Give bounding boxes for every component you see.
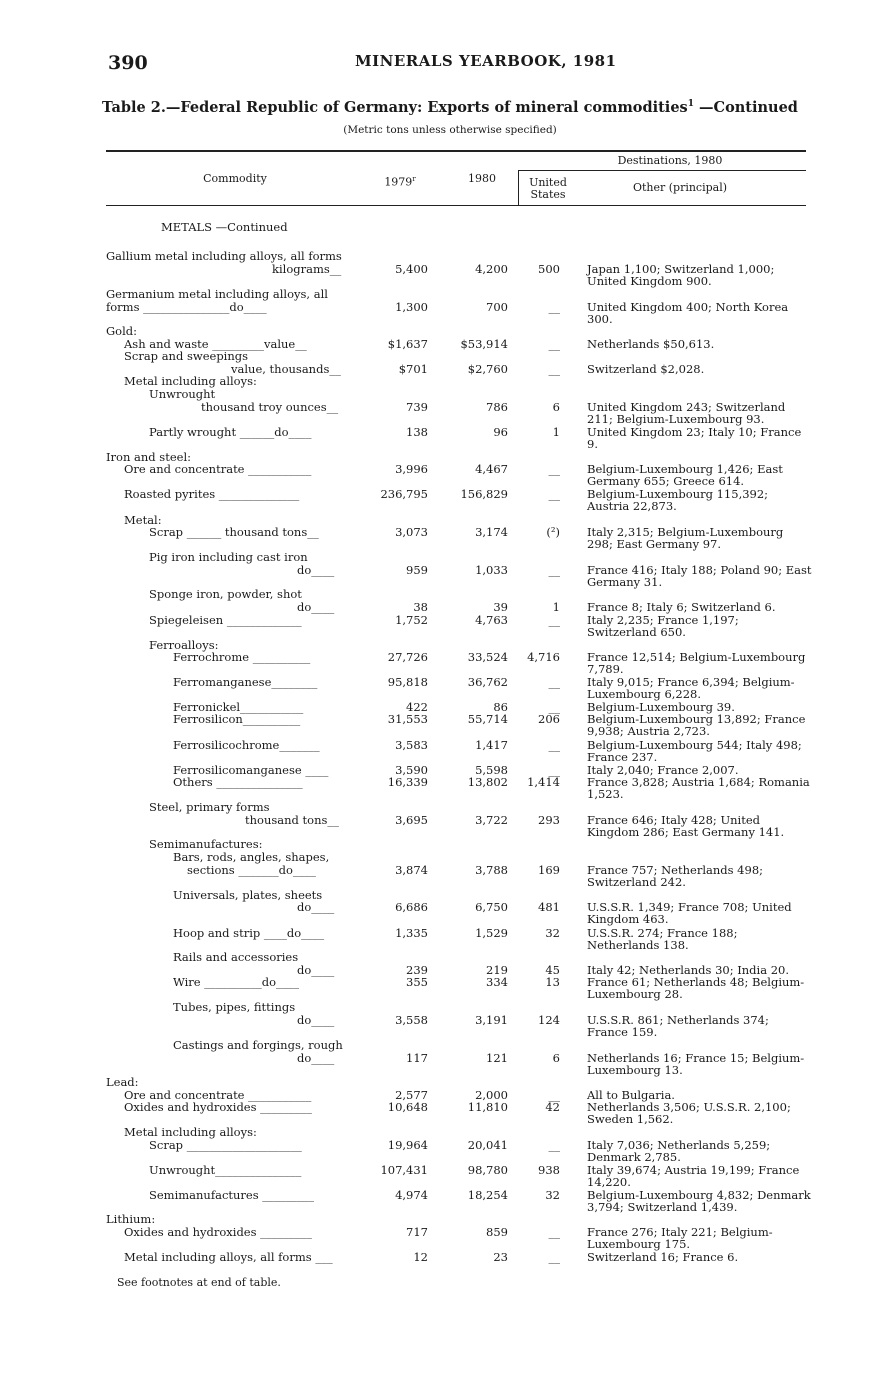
value-1979: 117 [406, 1051, 428, 1065]
value-united-states: __ [548, 1250, 560, 1264]
value-1979: 3,590 [395, 763, 428, 777]
value-united-states: __ [548, 1225, 560, 1239]
commodity-label: Lithium: [106, 1212, 156, 1226]
destinations-other: Japan 1,100; Switzerland 1,000; United Kingdom 900. [587, 262, 775, 288]
value-1979: 1,752 [395, 613, 428, 627]
destinations-other: Belgium-Luxembourg 544; Italy 498; France 237. [587, 738, 802, 764]
value-1979: 4,974 [395, 1188, 428, 1202]
commodity-label: Unwrought [149, 387, 216, 401]
destinations-other: United Kingdom 400; North Korea 300. [587, 300, 789, 326]
commodity-label: Scrap and sweepings [124, 349, 249, 363]
value-united-states: __ [548, 613, 560, 627]
commodity-label: Ferromanganese________ [173, 675, 318, 689]
value-1979: 1,335 [395, 926, 428, 940]
value-united-states: 500 [538, 262, 560, 276]
commodity-label: Spiegeleisen _____________ [149, 613, 302, 627]
destinations-other: Belgium-Luxembourg 115,392; Austria 22,873. [587, 487, 769, 513]
value-1979: 6,686 [395, 900, 428, 914]
destinations-other: France 8; Italy 6; Switzerland 6. [587, 600, 776, 614]
commodity-label: do____ [297, 900, 335, 914]
destinations-other: All to Bulgaria. [587, 1088, 675, 1102]
value-1979: 107,431 [380, 1163, 428, 1177]
value-1979: 5,400 [395, 262, 428, 276]
commodity-label: Tubes, pipes, fittings [173, 1000, 296, 1014]
value-1980: 4,467 [475, 462, 508, 476]
value-1979: 3,583 [395, 738, 428, 752]
header-1980: 1980 [468, 172, 496, 185]
value-1980: 96 [493, 425, 508, 439]
value-1979: 355 [406, 975, 428, 989]
value-1979: 959 [406, 563, 428, 577]
value-1979: 3,695 [395, 813, 428, 827]
value-united-states: 45 [545, 963, 560, 977]
commodity-label: Hoop and strip ____do____ [173, 926, 325, 940]
value-1979: 3,073 [395, 525, 428, 539]
commodity-label: Ore and concentrate ___________ [124, 1088, 312, 1102]
destinations-other: U.S.S.R. 1,349; France 708; United Kingdom 463. [587, 900, 792, 926]
value-united-states: __ [548, 1088, 560, 1102]
commodity-label: Ferrosilicon__________ [173, 712, 301, 726]
value-united-states: __ [548, 675, 560, 689]
commodity-label: Semimanufactures _________ [149, 1188, 315, 1202]
commodity-label: Wire __________do____ [173, 975, 300, 989]
value-1980: 33,524 [467, 650, 508, 664]
commodity-label: Lead: [106, 1075, 139, 1089]
commodity-label: Steel, primary forms [149, 800, 270, 814]
value-1980: 3,174 [475, 525, 508, 539]
value-1979: 236,795 [380, 487, 428, 501]
value-united-states: 124 [538, 1013, 560, 1027]
value-1979: 739 [406, 400, 428, 414]
commodity-label: sections _______do____ [187, 863, 316, 877]
value-1979: 31,553 [387, 712, 428, 726]
commodity-label: Unwrought_______________ [149, 1163, 302, 1177]
value-1980: 700 [486, 300, 508, 314]
destinations-other: Italy 2,235; France 1,197; Switzerland 650. [587, 613, 739, 639]
value-1980: 334 [486, 975, 508, 989]
value-united-states: 206 [538, 712, 560, 726]
commodity-label: Scrap ____________________ [149, 1138, 302, 1152]
commodity-label: forms _______________do____ [106, 300, 267, 314]
commodity-label: thousand troy ounces__ [201, 400, 339, 414]
header-1979-label: 1979 [384, 175, 413, 189]
value-1980: 1,417 [475, 738, 508, 752]
value-united-states: __ [548, 300, 560, 314]
value-1980: 6,750 [475, 900, 508, 914]
destinations-other: Netherlands $50,613. [587, 337, 715, 351]
destinations-other: U.S.S.R. 274; France 188; Netherlands 138. [587, 926, 738, 952]
value-united-states: 169 [538, 863, 560, 877]
section-heading: METALS —Continued [161, 220, 288, 234]
value-1979: 422 [406, 700, 428, 714]
value-united-states: 938 [538, 1163, 560, 1177]
commodity-label: Ferronickel___________ [173, 700, 304, 714]
commodity-label: Ferrochrome __________ [173, 650, 311, 664]
destinations-other: Netherlands 16; France 15; Belgium-Luxembourg 13. [587, 1051, 805, 1077]
destinations-other: France 276; Italy 221; Belgium-Luxembourg 175. [587, 1225, 773, 1251]
value-united-states: __ [548, 362, 560, 376]
commodity-label: do____ [297, 1013, 335, 1027]
value-united-states: __ [548, 738, 560, 752]
commodity-label: Roasted pyrites ______________ [124, 487, 300, 501]
table-title-footnote-mark: 1 [687, 99, 694, 110]
value-1979: 10,648 [387, 1100, 428, 1114]
commodity-label: Ore and concentrate ___________ [124, 462, 312, 476]
value-1980: 39 [493, 600, 508, 614]
value-1980: 3,722 [475, 813, 508, 827]
destinations-other: Italy 2,315; Belgium-Luxembourg 298; East Germany 97. [587, 525, 784, 551]
commodity-label: Pig iron including cast iron [149, 550, 308, 564]
value-1979: 3,558 [395, 1013, 428, 1027]
value-united-states: 32 [545, 926, 560, 940]
destinations-other: Belgium-Luxembourg 39. [587, 700, 735, 714]
commodity-label: do____ [297, 600, 335, 614]
value-united-states: __ [548, 1138, 560, 1152]
destinations-other: Italy 42; Netherlands 30; India 20. [587, 963, 790, 977]
commodity-label: Metal including alloys, all forms ___ [124, 1250, 333, 1264]
destinations-other: U.S.S.R. 861; Netherlands 374; France 159. [587, 1013, 769, 1039]
destinations-other: Italy 9,015; France 6,394; Belgium-Luxembourg 6,228. [587, 675, 795, 701]
destinations-other: United Kingdom 23; Italy 10; France 9. [587, 425, 802, 451]
value-united-states: 4,716 [527, 650, 560, 664]
value-1980: 98,780 [467, 1163, 508, 1177]
running-head: MINERALS YEARBOOK, 1981 [355, 52, 617, 70]
commodity-label: Castings and forgings, rough [173, 1038, 343, 1052]
value-1979: 3,874 [395, 863, 428, 877]
value-1979: 717 [406, 1225, 428, 1239]
header-destinations: Destinations, 1980 [617, 154, 723, 167]
value-united-states: 42 [545, 1100, 560, 1114]
destinations-other: France 646; Italy 428; United Kingdom 286; East Germany 141. [587, 813, 785, 839]
value-1979: 12 [413, 1250, 428, 1264]
commodity-label: Iron and steel: [106, 450, 191, 464]
value-1980: 3,788 [475, 863, 508, 877]
value-united-states: 6 [552, 1051, 560, 1065]
destinations-other: Belgium-Luxembourg 1,426; East Germany 655; Greece 614. [587, 462, 783, 488]
commodity-label: Semimanufactures: [149, 837, 263, 851]
commodity-label: Sponge iron, powder, shot [149, 587, 302, 601]
commodity-label: Metal: [124, 513, 162, 527]
commodity-label: Gold: [106, 324, 138, 338]
value-1980: 55,714 [467, 712, 508, 726]
commodity-label: Metal including alloys: [124, 1125, 257, 1139]
value-1979: 19,964 [387, 1138, 428, 1152]
destinations-other: Switzerland $2,028. [587, 362, 705, 376]
value-1980: 3,191 [475, 1013, 508, 1027]
value-1979: 239 [406, 963, 428, 977]
value-united-states: 1 [552, 600, 560, 614]
value-united-states: __ [548, 487, 560, 501]
value-1980: 859 [486, 1225, 508, 1239]
table-title-text: Table 2.—Federal Republic of Germany: Exports of mineral commodities [102, 99, 688, 116]
destinations-other: France 757; Netherlands 498; Switzerland 242. [587, 863, 764, 889]
value-united-states: 13 [545, 975, 560, 989]
commodity-label: Oxides and hydroxides _________ [124, 1100, 312, 1114]
value-1979: 95,818 [387, 675, 428, 689]
commodity-label: Universals, plates, sheets [173, 888, 323, 902]
destinations-other: Italy 7,036; Netherlands 5,259; Denmark 2,785. [587, 1138, 771, 1164]
value-1980: 4,763 [475, 613, 508, 627]
commodity-label: Ferrosilicochrome_______ [173, 738, 320, 752]
header-us-line2: States [530, 188, 566, 201]
commodity-label: Gallium metal including alloys, all forms [106, 249, 342, 263]
destinations-other: France 416; Italy 188; Poland 90; East Germany 31. [587, 563, 812, 589]
destinations-other: France 12,514; Belgium-Luxembourg 7,789. [587, 650, 806, 676]
header-us-line1: United [529, 176, 567, 189]
value-1980: 13,802 [467, 775, 508, 789]
commodity-label: Scrap ______ thousand tons__ [149, 525, 319, 539]
destinations-other: Italy 2,040; France 2,007. [587, 763, 739, 777]
commodity-label: Partly wrought ______do____ [149, 425, 312, 439]
footnote: See footnotes at end of table. [117, 1276, 281, 1289]
destinations-other: France 61; Netherlands 48; Belgium-Luxembourg 28. [587, 975, 805, 1001]
value-1980: 156,829 [460, 487, 508, 501]
value-1980: 121 [486, 1051, 508, 1065]
commodity-label: kilograms__ [272, 262, 342, 276]
commodity-label: value, thousands__ [231, 362, 341, 376]
value-united-states: 293 [538, 813, 560, 827]
header-1979-sup: r [412, 175, 416, 183]
value-1979: 3,996 [395, 462, 428, 476]
value-1979: 2,577 [395, 1088, 428, 1102]
value-1980: 2,000 [475, 1088, 508, 1102]
destinations-other: Belgium-Luxembourg 13,892; France 9,938; Austria 2,723. [587, 712, 806, 738]
value-1979: 38 [413, 600, 428, 614]
value-united-states: __ [548, 700, 560, 714]
commodity-label: Ash and waste _________value__ [124, 337, 307, 351]
commodity-label: Rails and accessories [173, 950, 299, 964]
commodity-label: Metal including alloys: [124, 374, 257, 388]
value-united-states: __ [548, 563, 560, 577]
value-1980: 20,041 [467, 1138, 508, 1152]
value-united-states: __ [548, 462, 560, 476]
commodity-label: Ferroalloys: [149, 638, 219, 652]
table-subtitle: (Metric tons unless otherwise specified) [343, 124, 557, 136]
value-1979: 1,300 [395, 300, 428, 314]
commodity-label: Germanium metal including alloys, all [106, 287, 328, 301]
value-1980: 4,200 [475, 262, 508, 276]
destinations-other: France 3,828; Austria 1,684; Romania 1,523. [587, 775, 810, 801]
commodity-label: do____ [297, 563, 335, 577]
commodity-label: thousand tons__ [245, 813, 339, 827]
value-1980: 36,762 [467, 675, 508, 689]
destinations-other: Netherlands 3,506; U.S.S.R. 2,100; Sweden 1,562. [587, 1100, 791, 1126]
value-1979: 138 [406, 425, 428, 439]
value-united-states: 481 [538, 900, 560, 914]
commodity-label: Oxides and hydroxides _________ [124, 1225, 312, 1239]
commodity-label: do____ [297, 963, 335, 977]
value-1980: 18,254 [467, 1188, 508, 1202]
header-commodity: Commodity [203, 172, 267, 185]
value-1980: $53,914 [460, 337, 508, 351]
commodity-label: Others _______________ [173, 775, 303, 789]
value-united-states: __ [548, 763, 560, 777]
commodity-label: do____ [297, 1051, 335, 1065]
value-1979: 16,339 [387, 775, 428, 789]
commodity-label: Bars, rods, angles, shapes, [173, 850, 330, 864]
commodity-label: Ferrosilicomanganese ____ [173, 763, 329, 777]
destinations-other: Belgium-Luxembourg 4,832; Denmark 3,794; Switzerland 1,439. [587, 1188, 811, 1214]
header-other-principal: Other (principal) [632, 181, 728, 194]
value-united-states: 32 [545, 1188, 560, 1202]
value-1979: $701 [398, 362, 428, 376]
destinations-other: Italy 39,674; Austria 19,199; France 14,220. [587, 1163, 800, 1189]
value-1980: 219 [486, 963, 508, 977]
value-1980: 1,529 [475, 926, 508, 940]
table-title-suffix: —Continued [693, 99, 798, 116]
value-united-states: 1,414 [527, 775, 560, 789]
value-1980: 786 [486, 400, 508, 414]
value-united-states: (²) [546, 525, 560, 539]
value-1980: 23 [493, 1250, 508, 1264]
value-united-states: __ [548, 337, 560, 351]
value-1980: 5,598 [475, 763, 508, 777]
value-1979: 27,726 [387, 650, 428, 664]
value-united-states: 1 [552, 425, 560, 439]
page-number: 390 [108, 52, 148, 74]
value-1980: 11,810 [467, 1100, 508, 1114]
value-1979: $1,637 [387, 337, 428, 351]
value-united-states: 6 [552, 400, 560, 414]
value-1980: 1,033 [475, 563, 508, 577]
value-1980: 86 [493, 700, 508, 714]
destinations-other: Switzerland 16; France 6. [587, 1250, 739, 1264]
value-1980: $2,760 [467, 362, 508, 376]
destinations-other: United Kingdom 243; Switzerland 211; Belgium-Luxembourg 93. [587, 400, 786, 426]
